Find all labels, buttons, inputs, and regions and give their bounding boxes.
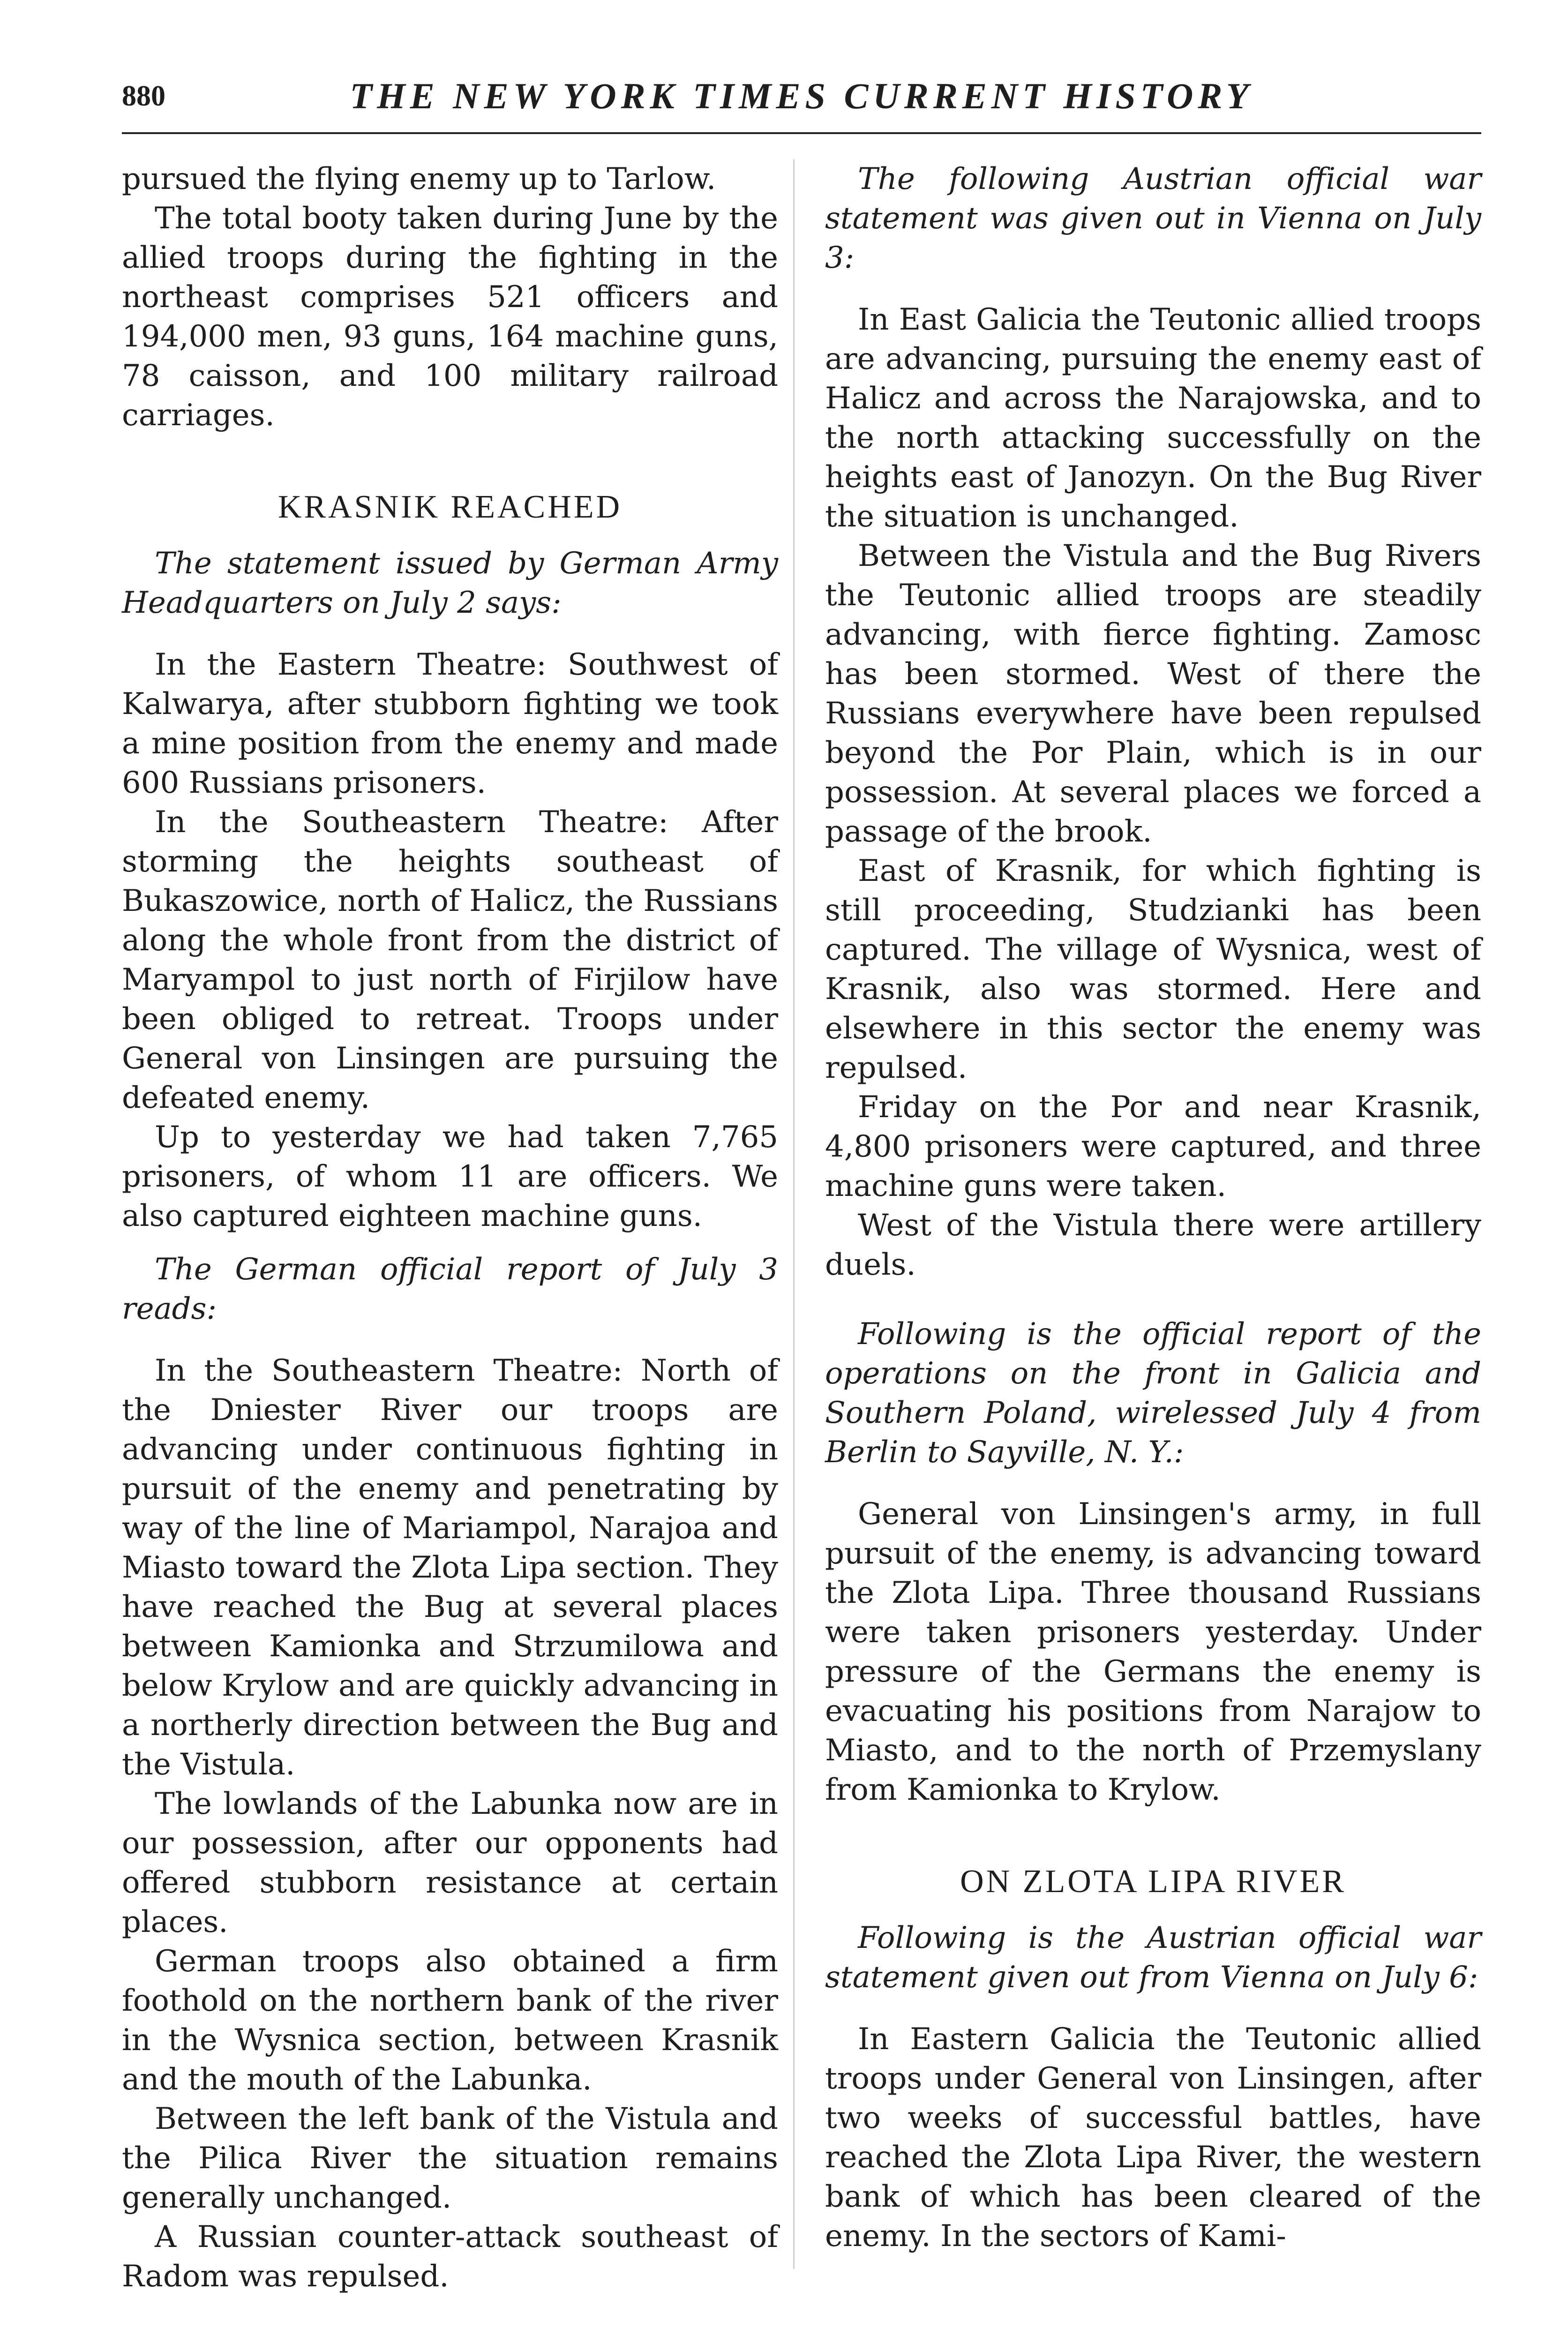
section-heading-zlota-lipa: ON ZLOTA LIPA RIVER [960, 1863, 1346, 1900]
paragraph: German troops also obtained a firm foothold on the northern bank of the river in the Wysnica section, between Krasnik and the mouth of the Labunka. [122, 1944, 778, 2097]
page-header [122, 70, 1481, 127]
paragraph: In East Galicia the Teutonic allied troops are advancing, pursuing the enemy east of Halicz and across the Narajowska, and to the north attacking successfully on the heights east of Janozyn. On the Bug River the situation is unchanged. [825, 302, 1481, 534]
italic-intro: The German official report of July 3 reads: [122, 1252, 778, 1326]
right-column [825, 159, 1481, 2256]
paragraph: West of the Vistula there were artillery duels. [825, 1208, 1481, 1282]
section-heading-krasnik-reached: KRASNIK REACHED [278, 489, 623, 525]
paragraph: The lowlands of the Labunka now are in our possession, after our opponents had offered stubborn resistance at certain places. [122, 1787, 778, 1939]
paragraph: General von Linsingen's army, in full pursuit of the enemy, is advancing toward the Zlota Lipa. Three thousand Russians were taken prisoners yesterday. Under pressure of the Germans the enemy is evacuating his positions from Narajow to Miasto, and to the north of Przemyslany from Kamionka to Krylow. [825, 1497, 1481, 1807]
paragraph: In Eastern Galicia the Teutonic allied troops under General von Linsingen, after two weeks of successful battles, have reached the Zlota Lipa River, the western bank of which has been cleared of the enemy. In the sectors of Kami- [825, 2022, 1481, 2254]
left-column [122, 159, 778, 2296]
paragraph: pursued the flying enemy up to Tarlow. [122, 162, 716, 196]
paragraph: In the Southeastern Theatre: North of the Dniester River our troops are advancing under continuous fighting in pursuit of the enemy and penetrating by way of the line of Mariampol, Narajoa and Miasto toward the Zlota Lipa section. They have reached the Bug at several places between Kamionka and Strzumilowa and below Krylow and are quickly advancing in a northerly direction between the Bug and the Vistula. [122, 1353, 778, 1782]
italic-intro: The following Austrian official war statement was given out in Vienna on July 3: [825, 162, 1481, 275]
paragraph: In the Southeastern Theatre: After storming the heights southeast of Bukaszowice, north of Halicz, the Russians along the whole front from the district of Maryampol to just north of Firjilow have been obliged to retreat. Troops under General von Linsingen are pursuing the defeated enemy. [122, 805, 778, 1115]
italic-intro: Following is the official report of the operations on the front in Galicia and Southern Poland, wirelessed July 4 from Berlin to Sayville, N. Y.: [825, 1317, 1481, 1470]
paragraph: Between the Vistula and the Bug Rivers the Teutonic allied troops are steadily advancing, with fierce fighting. Zamosc has been stormed. West of there the Russians everywhere have been repulsed beyond the Por Plain, which is in our possession. At several places we forced a passage of the brook. [825, 539, 1481, 849]
column-divider [793, 159, 795, 2269]
running-head: THE NEW YORK TIMES CURRENT HISTORY [350, 75, 1253, 116]
paragraph: East of Krasnik, for which fighting is still proceeding, Studzianki has been captured. The village of Wysnica, west of Krasnik, also was stormed. Here and elsewhere in this sector the enemy was repulsed. [825, 854, 1481, 1085]
spacer [825, 1285, 1481, 1300]
italic-intro: The statement issued by German Army Headquarters on July 2 says: [122, 546, 778, 620]
paragraph: The total booty taken during June by the allied troops during the fighting in the northeast comprises 521 officers and 194,000 men, 93 guns, 164 machine guns, 78 caisson, and 100 military railroad carriages. [122, 201, 778, 433]
italic-intro: Following is the Austrian official war statement given out from Vienna on July 6: [825, 1921, 1481, 1995]
paragraph: Friday on the Por and near Krasnik, 4,800 prisoners were captured, and three machine guns were taken. [825, 1090, 1481, 1203]
paragraph: Up to yesterday we had taken 7,765 prisoners, of whom 11 are officers. We also captured eighteen machine guns. [122, 1120, 778, 1233]
paragraph: In the Eastern Theatre: Southwest of Kalwarya, after stubborn fighting we took a mine position from the enemy and made 600 Russians prisoners. [122, 647, 778, 800]
paragraph: Between the left bank of the Vistula and the Pilica River the situation remains generally unchanged. [122, 2102, 778, 2215]
paragraph: A Russian counter-attack southeast of Radom was repulsed. [122, 2220, 778, 2294]
page-number: 880 [122, 80, 165, 112]
header-rule [122, 132, 1481, 134]
